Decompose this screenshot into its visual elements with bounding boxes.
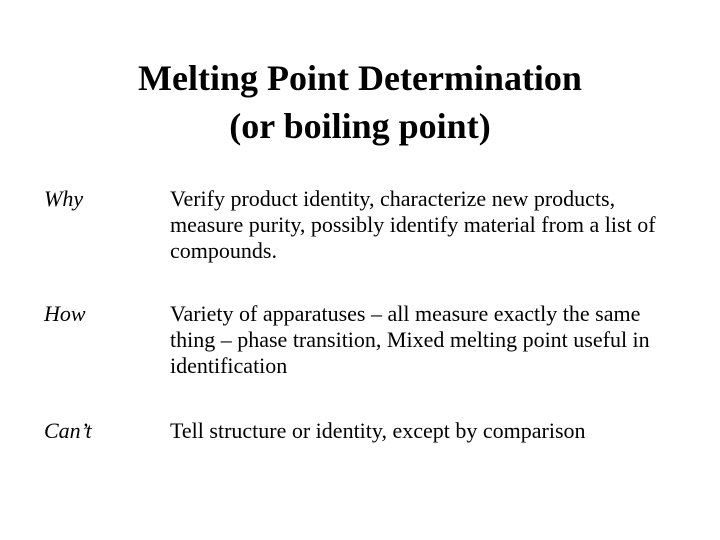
- slide-title: [0, 54, 720, 150]
- term-how: How: [44, 301, 86, 326]
- title-line-1: Melting Point Determination: [138, 58, 582, 98]
- term-cant: Can’t: [44, 418, 92, 443]
- description-cant: Tell structure or identity, except by comparison: [170, 418, 586, 443]
- term-why: Why: [44, 186, 84, 211]
- title-line-2: (or boiling point): [229, 106, 491, 146]
- description-how: Variety of apparatuses – all measure exactly the same thing – phase transition, Mixed melting point useful in identification: [170, 301, 650, 378]
- description-why: Verify product identity, characterize new products, measure purity, possibly identify material from a list of compounds.: [170, 186, 656, 263]
